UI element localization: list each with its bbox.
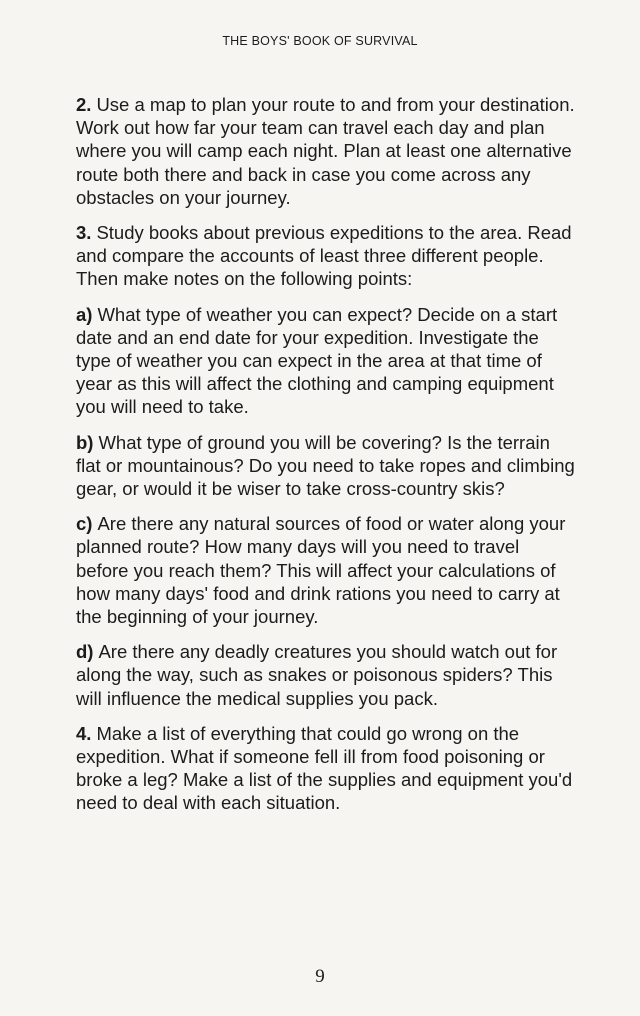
paragraph-label: d) — [76, 641, 94, 663]
paragraph-point-d — [76, 640, 576, 710]
paragraph-text: Make a list of everything that could go wrong on the expedition. What if someone fell ill from food poisoning or broke a leg? Make a list of the supplies and equipment you'd need to deal with each situation. — [76, 722, 573, 814]
paragraph-text: Study books about previous expeditions to the area. Read and compare the accounts of least three different people. Then make notes on the following points: — [76, 222, 572, 290]
body-text — [76, 93, 576, 827]
paragraph-point-c — [76, 512, 576, 628]
paragraph-label: c) — [76, 513, 93, 535]
running-head: THE BOYS' BOOK OF SURVIVAL — [222, 34, 418, 48]
paragraph-label: 4. — [76, 722, 92, 744]
paragraph-point-a — [76, 303, 576, 419]
paragraph-label: a) — [76, 303, 93, 325]
paragraph-text: Use a map to plan your route to and from your destination. Work out how far your team can travel each day and plan where you will camp each night. Plan at least one alternative route both there and back in case you come across any obstacles on your journey. — [76, 94, 575, 208]
paragraph-text: What type of weather you can expect? Decide on a start date and an end date for your expedition. Investigate the type of weather you can expect in the area at that time of year as this will affect the clothing and camping equipment you will need to take. — [76, 303, 558, 418]
paragraph-step-4 — [76, 722, 576, 815]
paragraph-step-3 — [76, 221, 576, 291]
paragraph-label: 2. — [76, 94, 92, 115]
paragraph-point-b — [76, 431, 576, 501]
paragraph-text: Are there any natural sources of food or water along your planned route? How many days will you need to travel before you reach them? This will affect your calculations of how many days' food and drink rations you need to carry at the beginning of your journey. — [76, 513, 566, 628]
page-number: 9 — [315, 966, 325, 987]
paragraph-label: b) — [76, 431, 94, 453]
paragraph-label: 3. — [76, 222, 92, 244]
paragraph-text: What type of ground you will be covering? Is the terrain flat or mountainous? Do you need to take ropes and climbing gear, or would it be wiser to take cross-country skis? — [76, 431, 575, 500]
paragraph-text: Are there any deadly creatures you should watch out for along the way, such as snakes or poisonous spiders? This will influence the medical supplies you pack. — [76, 641, 558, 709]
paragraph-step-2 — [76, 93, 576, 209]
